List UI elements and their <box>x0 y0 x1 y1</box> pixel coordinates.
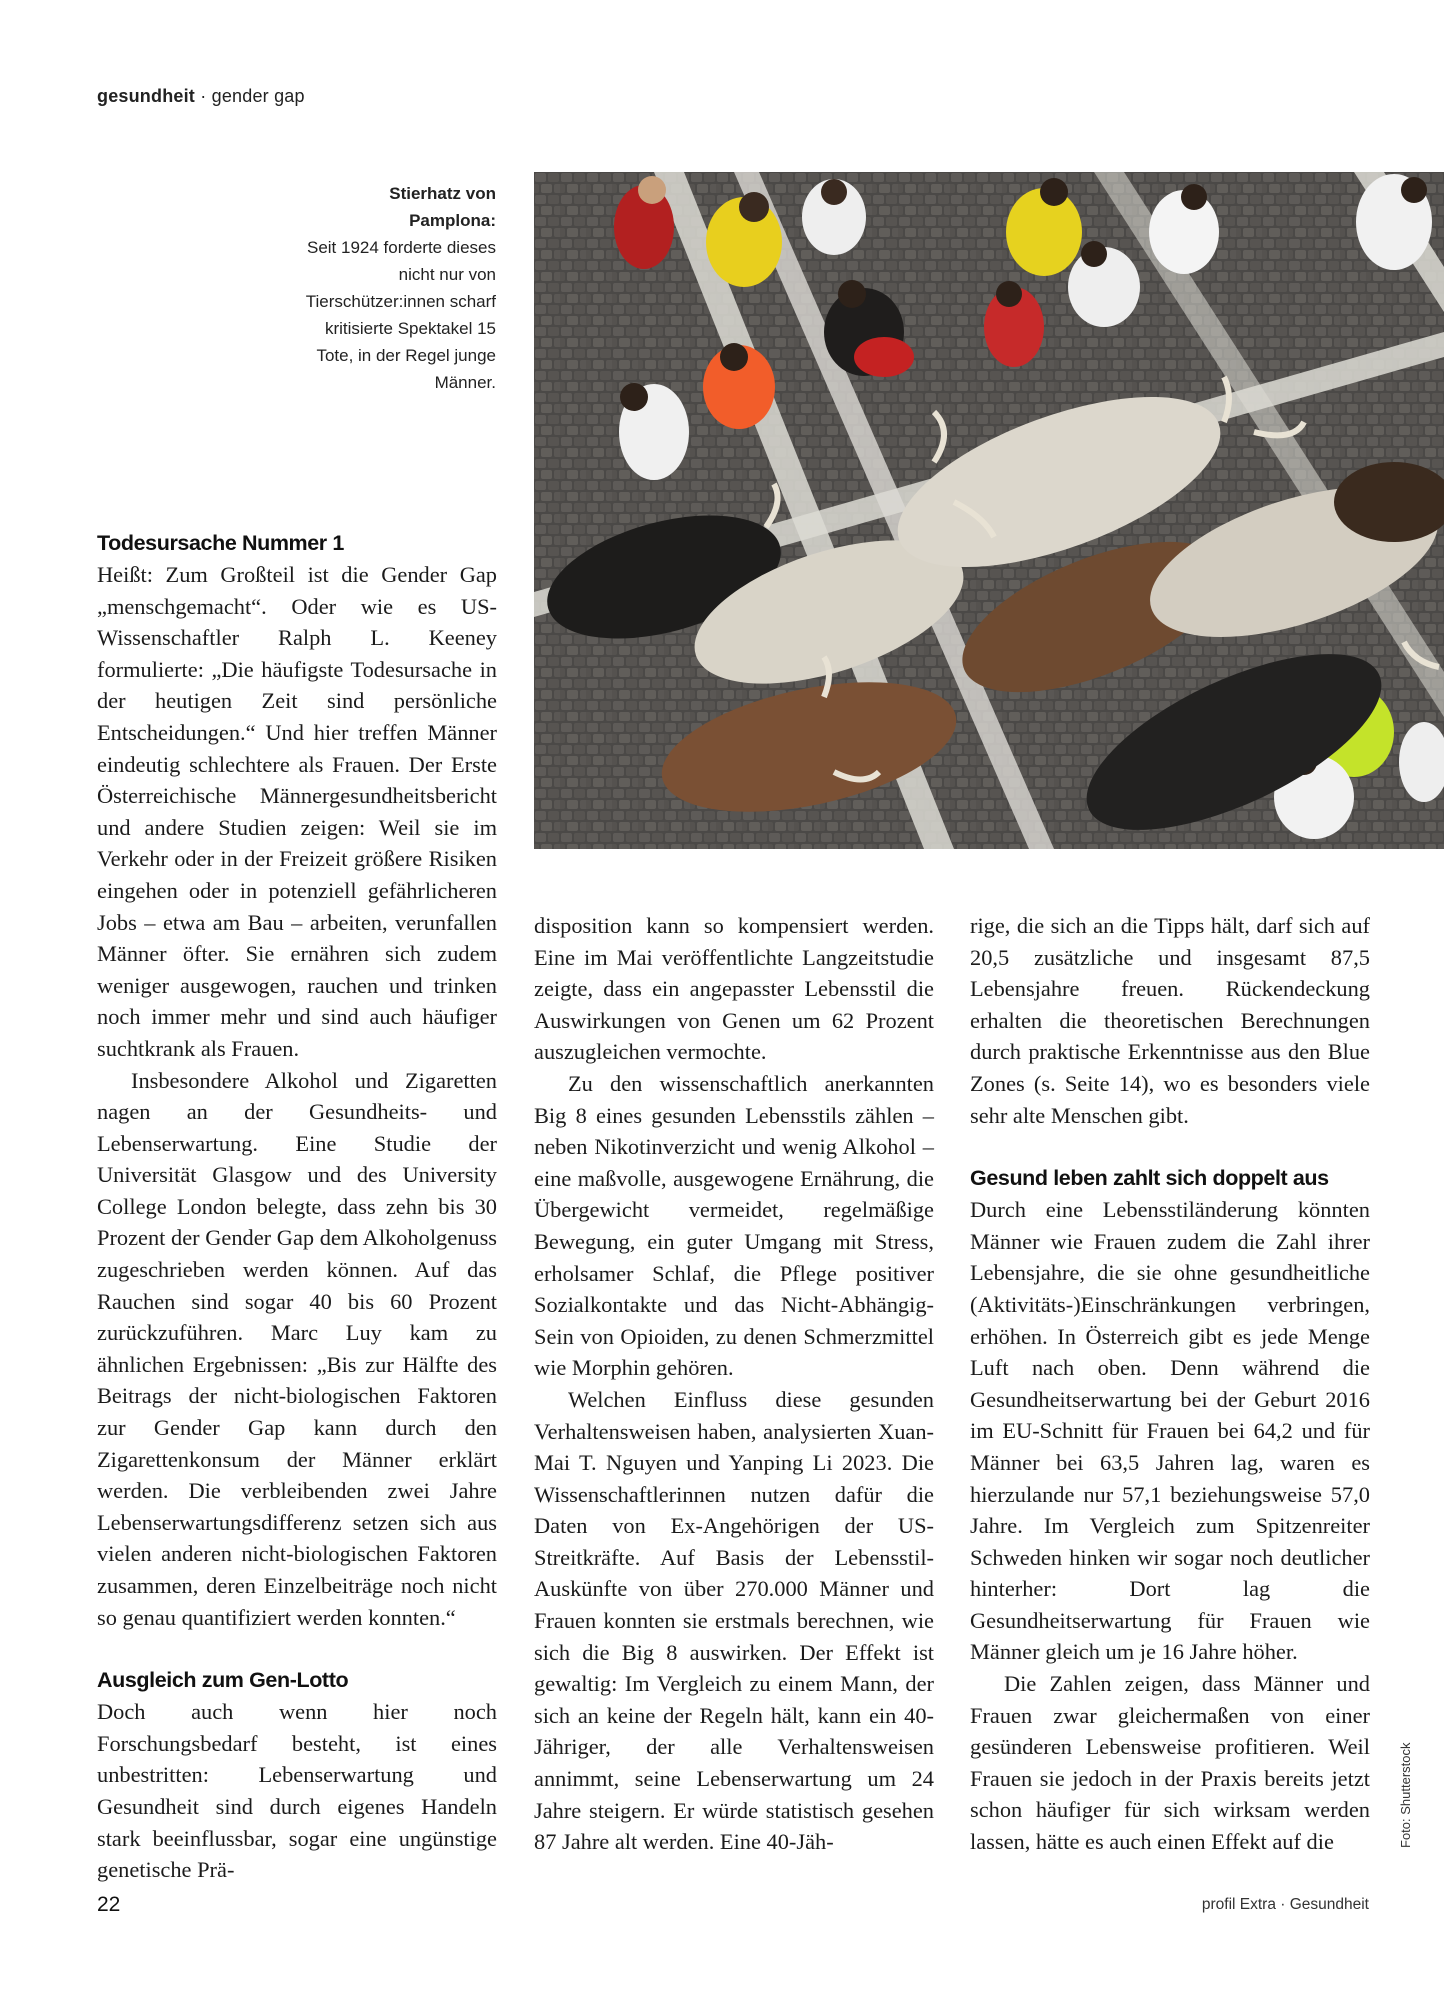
section-topic: gender gap <box>211 86 305 106</box>
article-column-2 <box>534 910 934 1858</box>
col3-paragraph-1: rige, die sich an die Tipps hält, darf sich auf 20,5 zusätzliche und insgesamt 87,5 Lebensjahre freuen. Rückendeckung erhalten die theoretischen Berechnungen durch praktische Erkenntnisse aus den Blue Zones (s. Seite 14), wo es besonders viele sehr alte Menschen gibt. <box>970 913 1370 1128</box>
caption-title: Stierhatz von Pamplona: <box>389 184 496 230</box>
heading-todesursache: Todesursache Nummer 1 <box>97 531 344 555</box>
article-column-1 <box>97 527 497 1886</box>
col1-paragraph-1: Heißt: Zum Großteil ist die Gender Gap „menschgemacht“. Oder wie es US-Wissenschaftler Ralph L. Keeney formulierte: „Die häufigste Todesursache in der heutigen Zeit sind persönliche Entscheidungen.“ Und hier treffen Männer eindeutig schlechtere als Frauen. Der Erste Österreichische Männergesundheitsbericht und andere Studien zeigen: Weil sie im Verkehr oder in der Freizeit größere Risiken eingehen oder in potenziell gefährlicheren Jobs – etwa am Bau – arbeiten, verunfallen Männer öfter. Sie ernähren sich zudem weniger ausgewogen, rauchen und trinken noch immer mehr und sind auch häufiger suchtkrank als Frauen. <box>97 562 497 1061</box>
col1-paragraph-2: Insbesondere Alkohol und Zigaretten nagen an der Gesundheits- und Lebenserwartung. Eine Studie der Universität Glasgow und des University College London belegte, dass zehn bis 30 Prozent der Gender Gap dem Alkoholgenuss zugeschrieben werden können. Auf das Rauchen sind sogar 40 bis 60 Prozent zurückzuführen. Marc Luy kam zu ähnlichen Ergebnissen: „Bis zur Hälfte des Beitrags der nicht-biologischen Faktoren zur Gender Gap kann durch den Zigarettenkonsum der Männer erklärt werden. Die verbleibenden zwei Jahre Lebenserwartungsdifferenz setzen sich aus vielen anderen nicht-biologischen Faktoren zusammen, deren Einzelbeiträge noch nicht so genau quantifiziert werden konnten.“ <box>97 1067 497 1630</box>
col2-paragraph-2: Zu den wissenschaftlich anerkannten Big 8 eines gesunden Lebensstils zählen – neben Nikotinverzicht und wenig Alkohol – eine maßvolle, ausgewogene Ernährung, die Übergewicht vermeidet, regelmäßige Bewegung, ein guter Umgang mit Stress, erholsamer Schlaf, die Pflege positiver Sozialkontakte und das Nicht-Abhängig-Sein von Opioiden, zu denen Schmerzmittel wie Morphin gehören. <box>534 1070 934 1381</box>
bull-run-photo <box>534 172 1444 849</box>
heading-gesund-leben: Gesund leben zahlt sich doppelt aus <box>970 1166 1329 1191</box>
photo-bull-run-icon <box>534 172 1444 849</box>
publication-footer: profil Extra · Gesundheit <box>1201 1896 1369 1913</box>
heading-ausgleich: Ausgleich zum Gen-Lotto <box>97 1668 349 1693</box>
col3-paragraph-3: Die Zahlen zeigen, dass Männer und Frauen zwar gleichermaßen von einer gesünderen Lebensweise profitieren. Weil Frauen sie jedoch in der Praxis bereits jetzt schon häufiger für sich wirksam werden lassen, hätte es auch einen Effekt auf die <box>970 1671 1370 1855</box>
col2-paragraph-3: Welchen Einfluss diese gesunden Verhaltensweisen haben, analysierten Xuan-Mai T. Nguyen und Yanping Li 2023. Die Wissenschaftlerinnen nutzen dafür die Daten von Ex-Angehörigen der US-Streitkräfte. Auf Basis der Lebensstil-Auskünfte von über 270.000 Männer und Frauen konnten sie erstmals berechnen, wie sich die Big 8 auswirken. Der Effekt ist gewaltig: Im Vergleich zu einem Mann, der sich an keine der Regeln hält, kann ein 40-Jähriger, der alle Verhaltensweisen annimmt, seine Lebenserwartung um 24 Jahre steigern. Er würde statistisch gesehen 87 Jahre alt werden. Eine 40-Jäh- <box>534 1386 934 1855</box>
photo-credit: Foto: Shutterstock <box>1398 1742 1413 1848</box>
page-number: 22 <box>97 1893 121 1916</box>
col2-paragraph-1: disposition kann so kompensiert werden. Eine im Mai veröffentlichte Langzeitstudie zeigte, dass ein angepasster Lebensstil die Auswirkungen von Genen um 62 Prozent auszugleichen vermochte. <box>534 913 934 1065</box>
col3-paragraph-2: Durch eine Lebensstiländerung könnten Männer wie Frauen zudem die Zahl ihrer Lebensjahre, die sie ohne gesundheitliche (Aktivitäts-)Einschränkungen verbringen, erhöhen. In Österreich gibt es jede Menge Luft nach oben. Denn während die Gesundheitserwartung bei der Geburt 2016 im EU-Schnitt für Frauen bei 64,2 und für Männer bei 63,5 Jahren lag, waren es hierzulande nur 57,1 beziehungsweise 57,0 Jahre. Im Vergleich zum Spitzenreiter Schweden hinken wir sogar noch deutlicher hinterher: Dort lag die Gesundheitserwartung für Frauen wie Männer gleich um je 16 Jahre höher. <box>970 1197 1370 1665</box>
col1-paragraph-3: Doch auch wenn hier noch Forschungsbedarf besteht, ist eines unbestritten: Lebenserwartung und Gesundheit sind durch eigenes Handeln stark beeinflussbar, sogar eine ungünstige genetische Prä- <box>97 1699 497 1883</box>
article-column-3 <box>970 910 1370 1858</box>
section-name: gesundheit <box>97 86 196 106</box>
section-label <box>97 86 305 107</box>
section-separator: · <box>195 86 212 106</box>
caption-text: Seit 1924 forderte dieses nicht nur von Tierschützer:innen scharf kritisierte Spektakel 15 Tote, in der Regel junge Männer. <box>305 238 496 392</box>
photo-caption <box>300 180 496 396</box>
